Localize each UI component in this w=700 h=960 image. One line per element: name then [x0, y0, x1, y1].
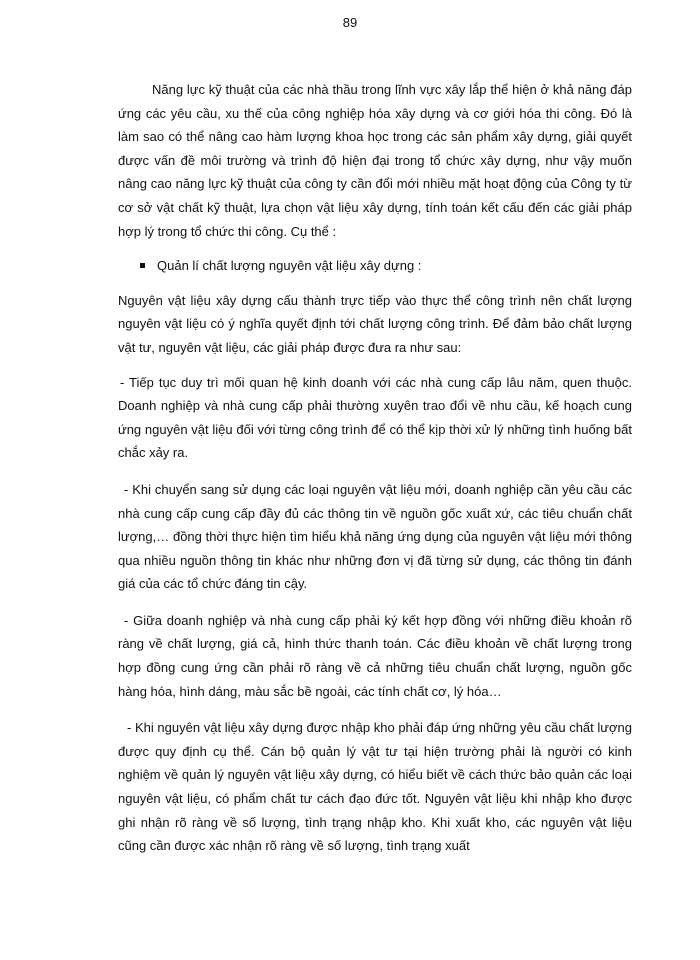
- document-body: [118, 78, 632, 858]
- solution-item-4: - Khi nguyên vật liệu xây dựng được nhập kho phải đáp ứng những yêu cầu chất lượng được quy định cụ thể. Cán bộ quản lý vật tư tại hiện trường phải là người có kinh nghiệm về quản lý nguyên vật liệu xây dựng, có hiểu biết về cách thức bảo quản các loại nguyên vật liệu, có phẩm chất tư cách đạo đức tốt. Nguyên vật liệu khi nhập kho được ghi nhận rõ ràng về số lượng, tình trạng nhập kho. Khi xuất kho, các nguyên vật liệu cũng cần được xác nhận rõ ràng về số lượng, tình trạng xuất: [118, 720, 632, 854]
- intro-paragraph: Năng lực kỹ thuật của các nhà thầu trong lĩnh vực xây lắp thể hiện ở khả năng đáp ứng các yêu cầu, xu thế của công nghiệp hóa xây dựng và cơ giới hóa thi công. Đó là làm sao có thể nâng cao hàm lượng khoa học trong các sản phẩm xây dựng, giải quyết được vấn đề môi trường và trình độ hiện đại trong tổ chức xây dựng, như vậy muốn nâng cao năng lực kỹ thuật của công ty cần đổi mới nhiều mặt hoạt động của Công ty từ cơ sở vật chất kỹ thuật, lựa chọn vật liệu xây dựng, tính toán kết cấu đến các giải pháp hợp lý trong tổ chức thi công. Cụ thể :: [118, 82, 632, 239]
- materials-paragraph: Nguyên vật liệu xây dựng cấu thành trực tiếp vào thực thể công trình nên chất lượng nguyên vật liệu có ý nghĩa quyết định tới chất lượng công trình. Để đảm bảo chất lượng vật tư, nguyên vật liệu, các giải pháp được đưa ra như sau:: [118, 292, 632, 355]
- solution-item-1: - Tiếp tục duy trì mối quan hệ kinh doanh với các nhà cung cấp lâu năm, quen thuộc. Doanh nghiệp và nhà cung cấp phải thường xuyên trao đổi về nhu cầu, kế hoạch cung ứng nguyên vật liệu đối với từng công trình để có thể kịp thời xử lý những tình huống bất chắc xảy ra.: [118, 374, 632, 461]
- bullet-item: [118, 254, 632, 278]
- bullet-heading: Quản lí chất lượng nguyên vật liệu xây dựng :: [157, 258, 422, 274]
- square-bullet-icon: [140, 263, 145, 268]
- solution-item-3: - Giữa doanh nghiệp và nhà cung cấp phải ký kết hợp đồng với những điều khoản rõ ràng về chất lượng, giá cả, hình thức thanh toán. Các điều khoản về chất lượng trong hợp đồng cung ứng cần phải rõ ràng về cả những tiêu chuẩn chất lượng, nguồn gốc hàng hóa, hình dáng, màu sắc bề ngoài, các tính chất cơ, lý hóa…: [118, 612, 632, 699]
- solution-item-2: - Khi chuyển sang sử dụng các loại nguyên vật liệu mới, doanh nghiệp cần yêu cầu các nhà cung cấp cung cấp đầy đủ các thông tin về nguồn gốc xuất xứ, các tiêu chuẩn chất lượng,… đồng thời thực hiện tìm hiểu khả năng ứng dụng của nguyên vật liệu mới thông qua nhiều nguồn thông tin khác như những đơn vị đã từng sử dụng, các thông tin đánh giá của các tổ chức đáng tin cậy.: [118, 481, 632, 592]
- page-number: 89: [342, 15, 358, 30]
